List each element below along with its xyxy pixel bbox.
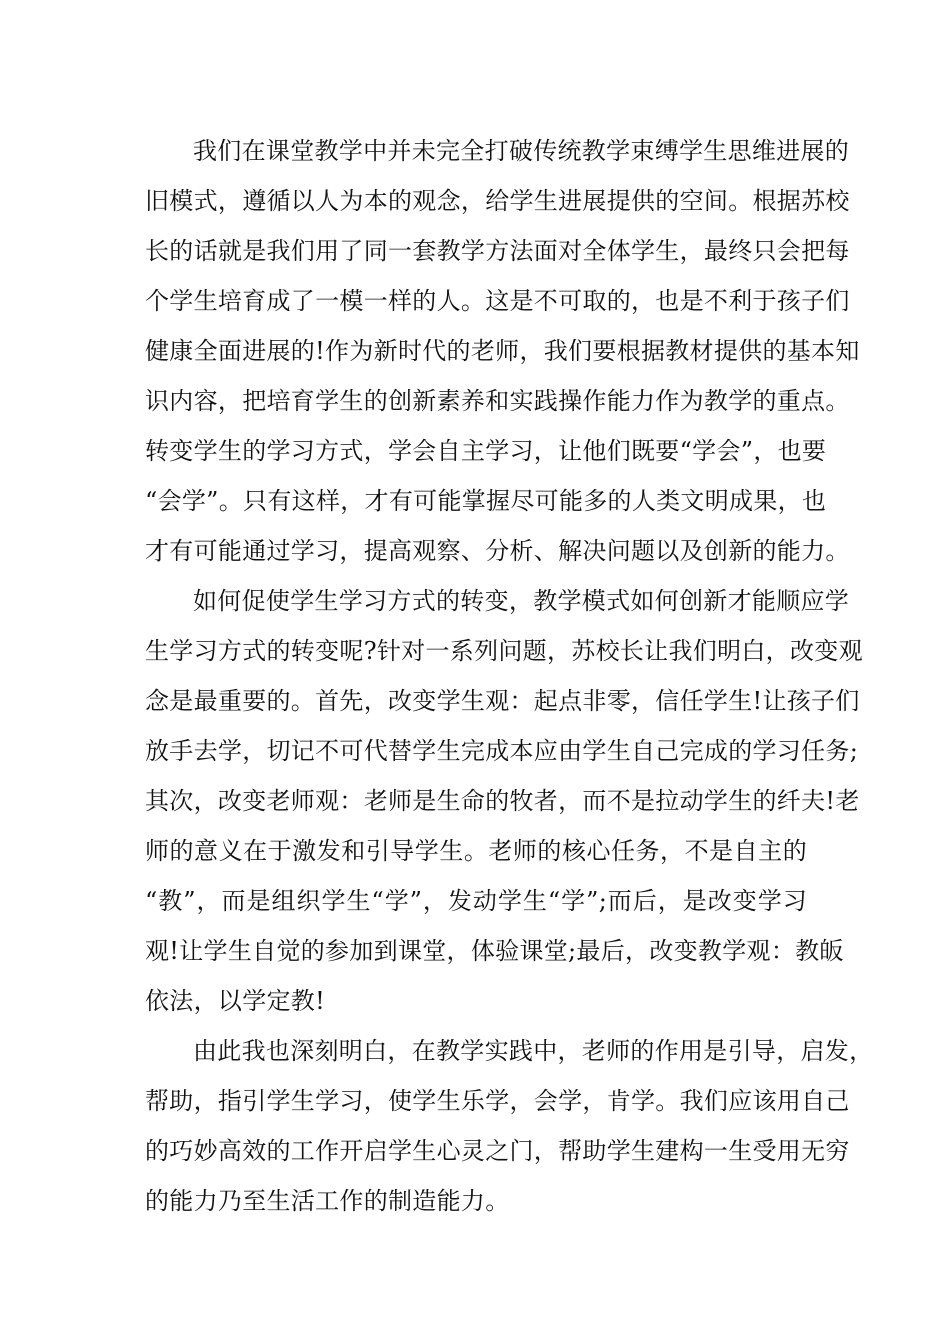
paragraph-3-line-3: 的巧妙高效的工作开启学生心灵之门，帮助学生建构一生受用无穷 <box>145 1137 850 1165</box>
paragraph-1-line-6: 识内容，把培育学生的创新素养和实践操作能力作为教学的重点。 <box>145 387 850 415</box>
document-body <box>145 126 874 1226</box>
paragraph-2-line-7: “教”，而是组织学生“学”，发动学生“学”;而后，是改变学习 <box>145 887 807 915</box>
paragraph-2-line-9: 依法，以学定教! <box>145 987 326 1015</box>
paragraph-2-line-3: 念是最重要的。首先，改变学生观：起点非零，信任学生!让孩子们 <box>145 687 860 715</box>
paragraph-3-line-4: 的能力乃至生活工作的制造能力。 <box>145 1187 510 1215</box>
paragraph-2-line-6: 师的意义在于激发和引导学生。老师的核心任务，不是自主的 <box>145 837 807 865</box>
paragraph-1-line-5: 健康全面进展的!作为新时代的老师，我们要根据教材提供的基本知 <box>145 337 860 365</box>
paragraph-2-line-5: 其次，改变老师观：老师是生命的牧者，而不是拉动学生的纤夫!老 <box>145 787 860 815</box>
paragraph-1-line-9: 才有可能通过学习，提高观察、分析、解决问题以及创新的能力。 <box>145 537 850 565</box>
paragraph-1-line-4: 个学生培育成了一模一样的人。这是不可取的，也是不利于孩子们 <box>145 287 850 315</box>
paragraph-1-line-1: 我们在课堂教学中并未完全打破传统教学束缚学生思维进展的 <box>193 137 850 165</box>
paragraph-2-line-1: 如何促使学生学习方式的转变，教学模式如何创新才能顺应学 <box>193 587 850 615</box>
paragraph-2-line-4: 放手去学，切记不可代替学生完成本应由学生自己完成的学习任务; <box>145 737 859 765</box>
paragraph-3-line-1: 由此我也深刻明白，在教学实践中，老师的作用是引导，启发， <box>193 1037 874 1065</box>
paragraph-1-line-7: 转变学生的学习方式，学会自主学习，让他们既要“学会”，也要 <box>145 437 827 465</box>
paragraph-2-line-8: 观!让学生自觉的参加到课堂，体验课堂;最后，改变教学观：教皈 <box>145 937 844 965</box>
paragraph-2-line-2: 生学习方式的转变呢?针对一系列问题，苏校长让我们明白，改变观 <box>145 637 863 665</box>
paragraph-1-line-2: 旧模式，遵循以人为本的观念，给学生进展提供的空间。根据苏校 <box>145 187 850 215</box>
paragraph-1-line-3: 长的话就是我们用了同一套教学方法面对全体学生，最终只会把每 <box>145 237 850 265</box>
paragraph-1-line-8: “会学”。只有这样，才有可能掌握尽可能多的人类文明成果，也 <box>145 487 827 515</box>
paragraph-3-line-2: 帮助，指引学生学习，使学生乐学，会学，肯学。我们应该用自己 <box>145 1087 850 1115</box>
